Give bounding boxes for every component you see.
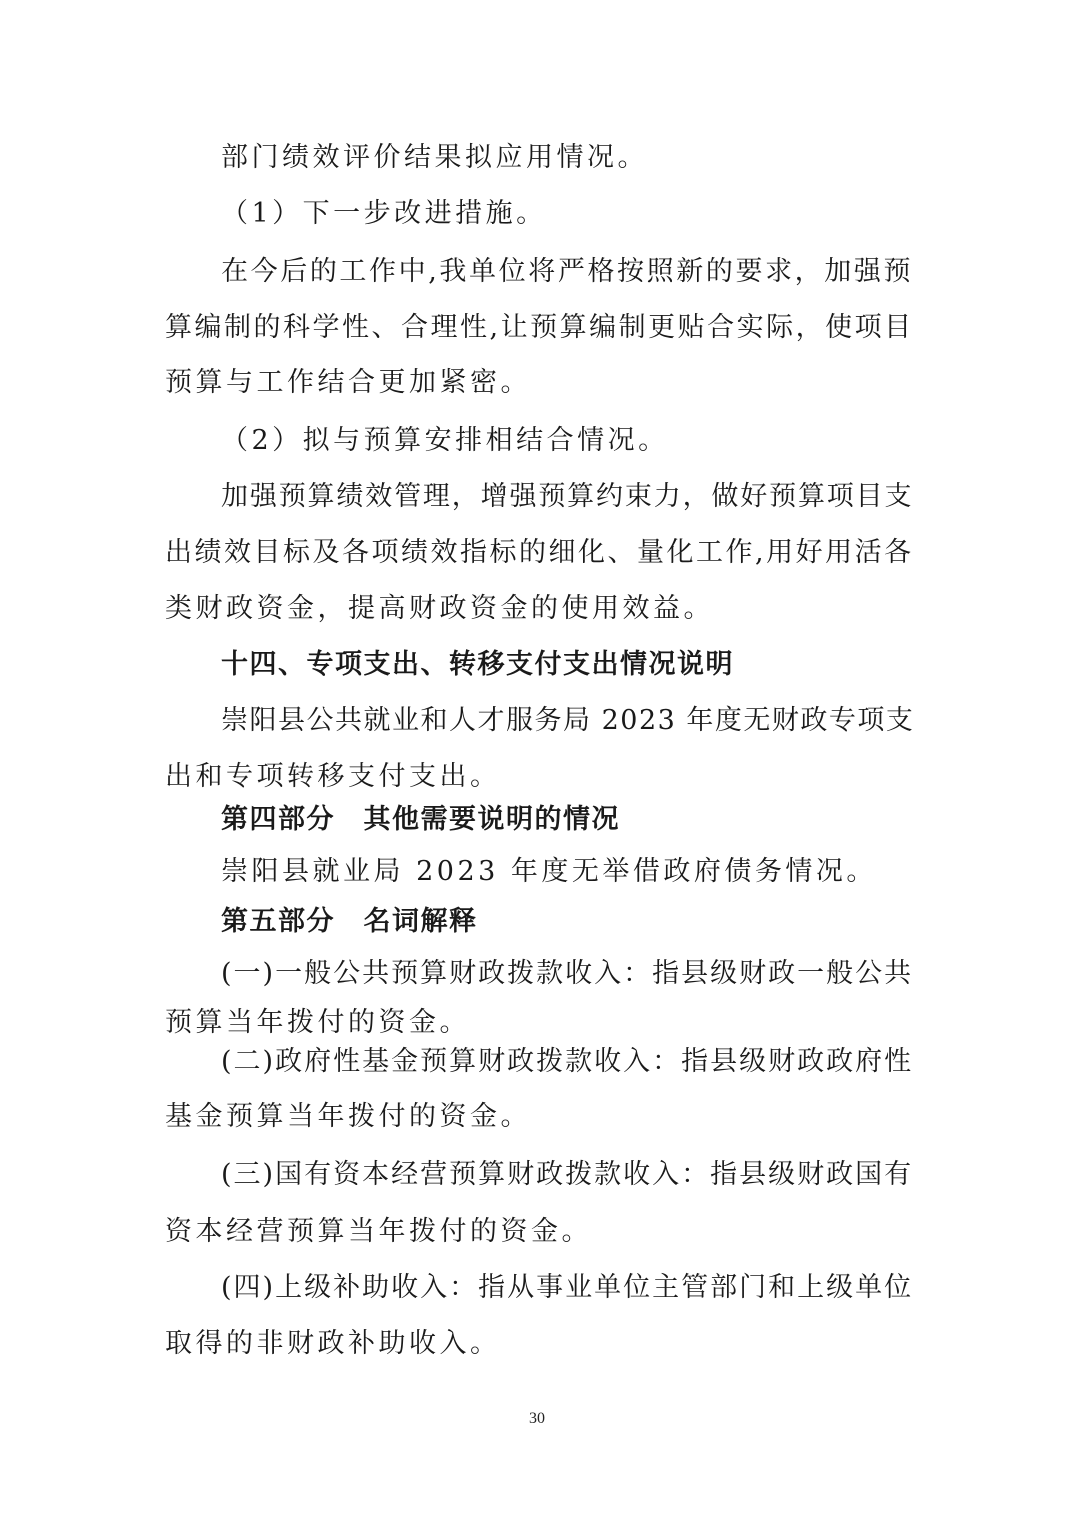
definition-line: (一)一般公共预算财政拨款收入：指县级财政一般公共 — [221, 958, 914, 989]
paragraph-line: 部门绩效评价结果拟应用情况。 — [221, 142, 648, 173]
definition-line: 取得的非财政补助收入。 — [165, 1328, 501, 1359]
section-heading: 十四、专项支出、转移支付支出情况说明 — [221, 649, 734, 680]
paragraph-line: 算编制的科学性、合理性,让预算编制更贴合实际，使项目 — [165, 312, 914, 343]
paragraph-line: 类财政资金，提高财政资金的使用效益。 — [165, 593, 714, 624]
definition-line: 基金预算当年拨付的资金。 — [165, 1101, 531, 1132]
paragraph-line: 加强预算绩效管理，增强预算约束力，做好预算项目支 — [221, 481, 913, 512]
paragraph-line: 预算与工作结合更加紧密。 — [165, 367, 531, 398]
definition-line: 预算当年拨付的资金。 — [165, 1007, 470, 1038]
definition-line: (三)国有资本经营预算财政拨款收入：指县级财政国有 — [221, 1159, 914, 1190]
paragraph-line: 出和专项转移支付支出。 — [165, 761, 501, 792]
paragraph-line: 出绩效目标及各项绩效指标的细化、量化工作,用好用活各 — [165, 537, 914, 568]
paragraph-line: 崇阳县就业局 2023 年度无举借政府债务情况。 — [221, 856, 877, 887]
definition-line: (四)上级补助收入：指从事业单位主管部门和上级单位 — [221, 1272, 914, 1303]
part-heading: 第五部分 名词解释 — [221, 906, 478, 937]
part-heading: 第四部分 其他需要说明的情况 — [221, 804, 620, 835]
subsection-heading: （2）拟与预算安排相结合情况。 — [221, 425, 669, 456]
page-number: 30 — [529, 1410, 545, 1427]
paragraph-line: 在今后的工作中,我单位将严格按照新的要求，加强预 — [221, 256, 913, 287]
definition-line: 资本经营预算当年拨付的资金。 — [165, 1216, 592, 1247]
subsection-heading: （1）下一步改进措施。 — [221, 198, 547, 229]
paragraph-line: 崇阳县公共就业和人才服务局 2023 年度无财政专项支 — [221, 705, 915, 736]
definition-line: (二)政府性基金预算财政拨款收入：指县级财政政府性 — [221, 1046, 914, 1077]
